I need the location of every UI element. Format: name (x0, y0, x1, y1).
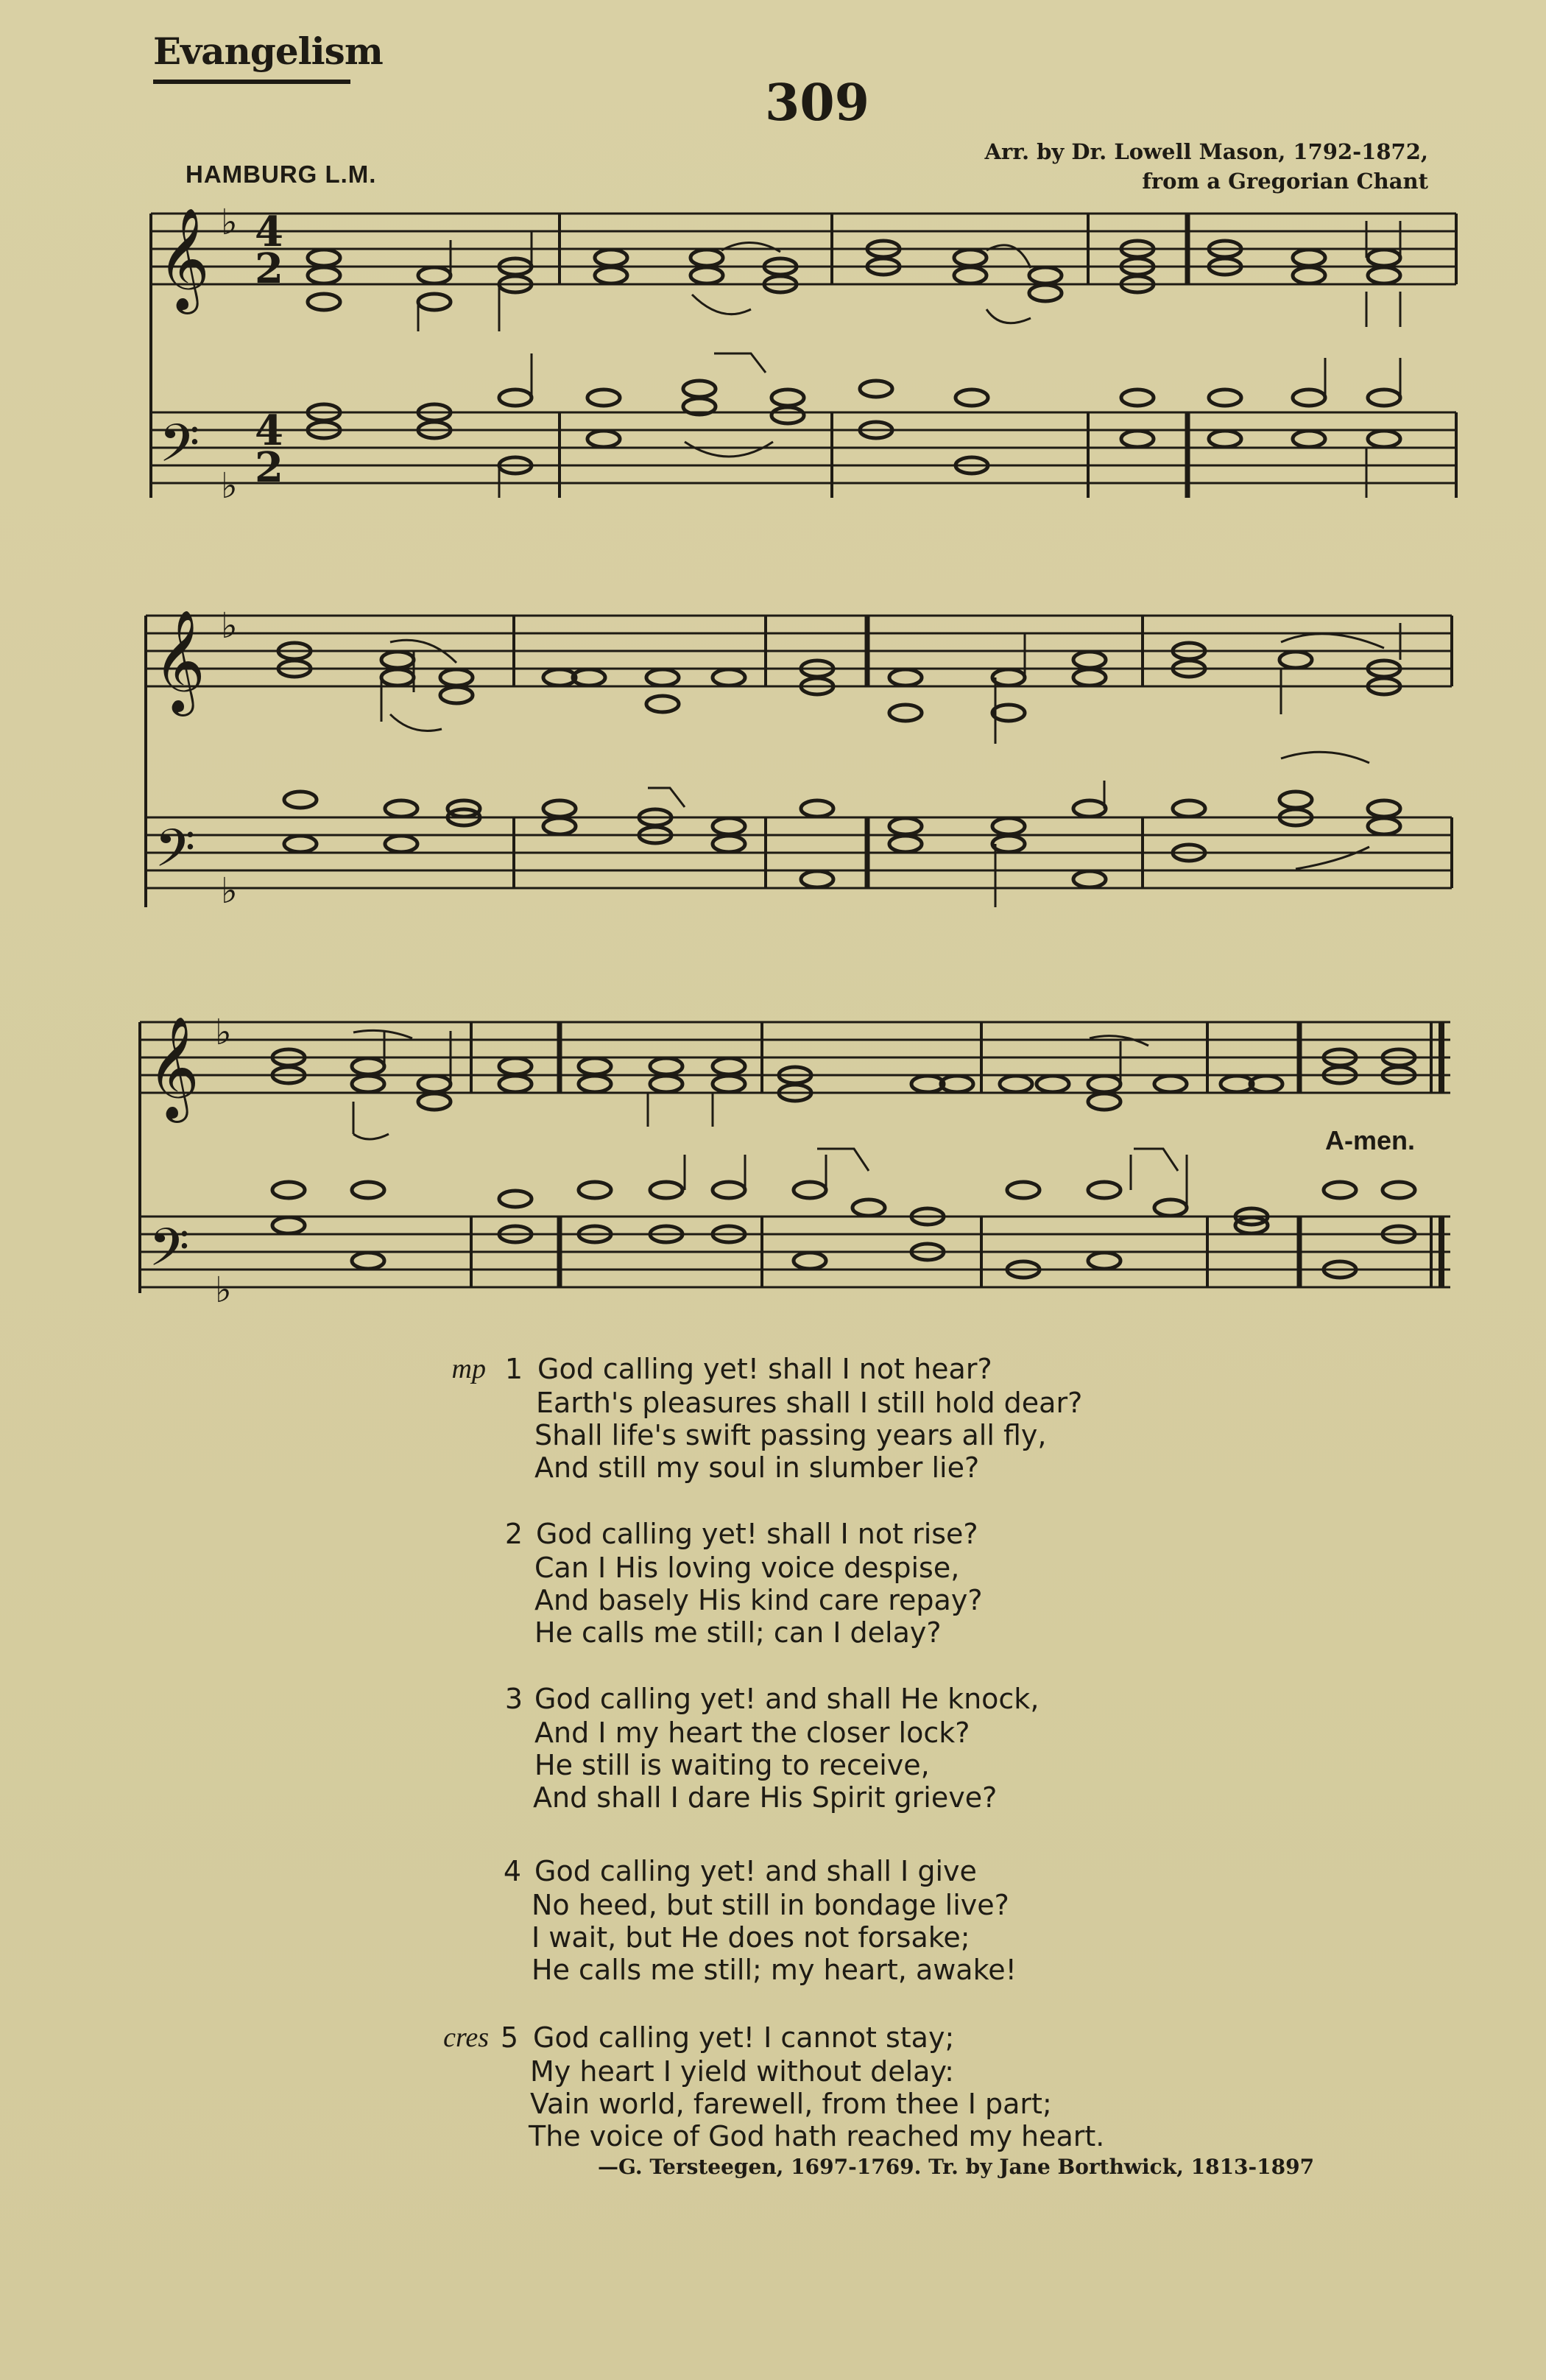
verse-line: Earth's pleasures shall I still hold dear? (536, 1387, 1083, 1419)
bass-staff-2 (146, 817, 1452, 888)
barlines-2 (146, 616, 1452, 907)
verse-line: I wait, but He does not forsake; (532, 1921, 970, 1954)
flat-icon: ♭ (221, 465, 238, 507)
treble-clef-icon: 𝄞 (147, 1016, 200, 1119)
verse-number: 5 (500, 2021, 518, 2054)
verse-line: And still my soul in slumber lie? (534, 1451, 980, 1484)
verse-line: And basely His kind care repay? (534, 1584, 983, 1616)
flat-icon: ♭ (221, 202, 238, 243)
verse-line: He still is waiting to receive, (534, 1749, 930, 1781)
bass-staff-3 (140, 1217, 1450, 1287)
treble-clef-icon: 𝄞 (158, 208, 210, 310)
attribution: —G. Tersteegen, 1697-1769. Tr. by Jane Borthwick, 1813-1897 (598, 2155, 1315, 2179)
section-header: Evangelism (153, 29, 383, 73)
time-signature-bottom: 2 (255, 244, 283, 293)
amen-text: A-men. (1325, 1125, 1416, 1155)
verse-line: Vain world, farewell, from thee I part; (530, 2088, 1052, 2120)
hymn-number: 309 (765, 74, 869, 133)
flat-icon: ♭ (215, 1012, 232, 1053)
verse-number: 1 (504, 1353, 523, 1385)
barlines-1 (151, 214, 1456, 498)
verse-line: He calls me still; can I delay? (534, 1616, 942, 1649)
time-signature-bottom: 2 (255, 443, 283, 492)
verse-line: The voice of God hath reached my heart. (529, 2120, 1105, 2152)
system-3 (140, 1022, 1450, 1293)
verse-line: God calling yet! I cannot stay; (533, 2021, 955, 2054)
verse-line: God calling yet! and shall I give (534, 1855, 977, 1887)
verse-number: 3 (504, 1683, 523, 1715)
system-1 (151, 214, 1456, 498)
verse-number: 2 (504, 1518, 523, 1550)
verse-line: He calls me still; my heart, awake! (532, 1954, 1017, 1986)
verse-line: My heart I yield without delay: (530, 2055, 954, 2088)
treble-staff-1 (151, 214, 1456, 284)
bass-clef-icon: 𝄢 (159, 413, 200, 487)
tune-name: HAMBURG L.M. (186, 161, 377, 188)
clefs (147, 202, 238, 1311)
flat-icon: ♭ (221, 870, 238, 912)
time-signature-top: 4 (255, 406, 283, 455)
verse-line: No heed, but still in bondage live? (532, 1889, 1009, 1921)
flat-icon: ♭ (221, 605, 238, 647)
verse-line: God calling yet! shall I not hear? (537, 1353, 992, 1385)
dynamic-mark: cres (443, 2022, 489, 2053)
verse-number: 4 (503, 1855, 521, 1887)
treble-clef-icon: 𝄞 (153, 610, 205, 712)
time-signature-top: 4 (255, 208, 283, 256)
note-heads (272, 241, 1415, 1278)
dynamic-mark: mp (451, 1353, 486, 1384)
verse-line: God calling yet! and shall He knock, (534, 1683, 1040, 1715)
bass-staff-1 (151, 412, 1456, 483)
arranger-line-1: Arr. by Dr. Lowell Mason, 1792-1872, (984, 139, 1428, 164)
treble-staff-2 (146, 616, 1452, 686)
verse-line: Can I His loving voice despise, (534, 1552, 960, 1584)
arranger-line-2: from a Gregorian Chant (1142, 169, 1428, 194)
bass-clef-icon: 𝄢 (155, 818, 196, 892)
verse-line: God calling yet! shall I not rise? (536, 1518, 978, 1550)
verse-line: Shall life's swift passing years all fly, (534, 1419, 1047, 1451)
verse-line: And I my heart the closer lock? (534, 1717, 970, 1749)
time-signatures (255, 208, 283, 492)
verse-line: And shall I dare His Spirit grieve? (533, 1781, 998, 1814)
flat-icon: ♭ (215, 1270, 232, 1311)
bass-clef-icon: 𝄢 (149, 1217, 190, 1291)
system-2 (146, 616, 1452, 907)
